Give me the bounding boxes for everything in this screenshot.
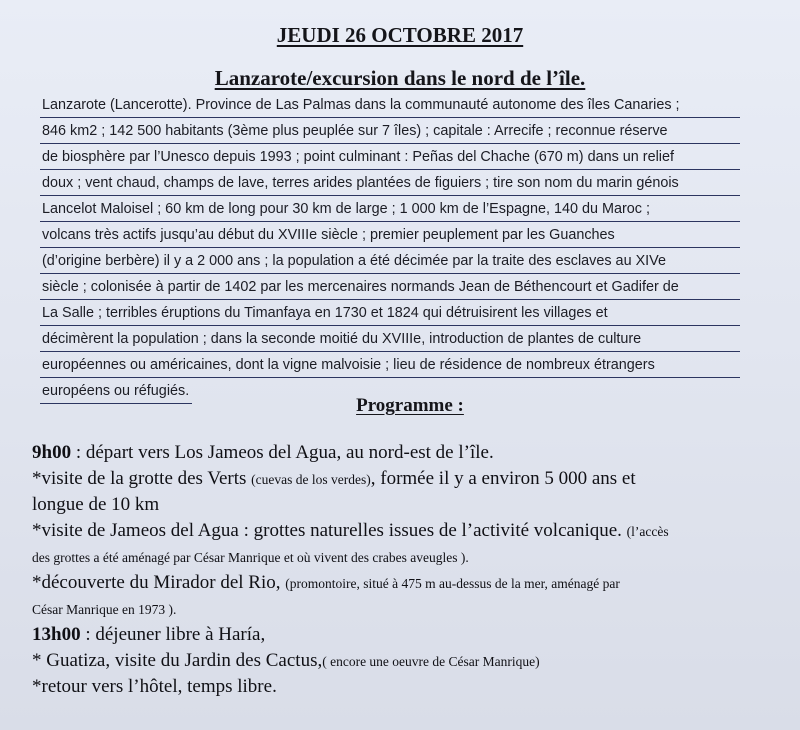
intro-line: européens ou réfugiés.: [40, 378, 192, 404]
programme-line-mirador-note: [32, 596, 792, 622]
intro-paragraph: [40, 92, 740, 404]
document-title: [0, 66, 800, 91]
programme-text: longue de 10 km: [32, 494, 160, 515]
programme-line-grotte-verts: [32, 466, 792, 492]
programme-line-lunch: [32, 622, 792, 648]
programme-heading-text: Programme :: [356, 395, 464, 416]
programme-text: *visite de Jameos del Agua : grottes naturelles issues de l’activité volcanique.: [32, 520, 627, 541]
intro-line: 846 km2 ; 142 500 habitants (3ème plus peuplée sur 7 îles) ; capitale : Arrecife ; reconnue réserve: [40, 118, 740, 144]
programme-heading: [0, 395, 800, 417]
intro-line: de biosphère par l’Unesco depuis 1993 ; point culminant : Peñas del Chache (670 m) dans un relief: [40, 144, 740, 170]
programme-line-grotte-length: [32, 492, 792, 518]
programme-note: ( encore une oeuvre de César Manrique): [322, 654, 540, 669]
programme-text: : départ vers Los Jameos del Agua, au nord-est de l’île.: [71, 442, 494, 463]
programme-list: [32, 440, 792, 700]
intro-line: (d’origine berbère) il y a 2 000 ans ; la population a été décimée par la traite des esclaves au XIVe: [40, 248, 740, 274]
programme-line-mirador: [32, 570, 792, 596]
programme-text: *découverte du Mirador del Rio,: [32, 572, 286, 593]
document-title-text: Lanzarote/excursion dans le nord de l’île.: [214, 66, 586, 90]
intro-line: doux ; vent chaud, champs de lave, terres arides plantées de figuiers ; tire son nom du marin génois: [40, 170, 740, 196]
programme-line-departure: [32, 440, 792, 466]
programme-text: *visite de la grotte des Verts: [32, 468, 252, 489]
intro-line: La Salle ; terribles éruptions du Timanfaya en 1730 et 1824 qui détruisirent les villages et: [40, 300, 740, 326]
programme-line-cactus: [32, 648, 792, 674]
intro-line: Lancelot Maloisel ; 60 km de long pour 30 km de large ; 1 000 km de l’Espagne, 140 du Maroc ;: [40, 196, 740, 222]
programme-text: , formée il y a environ 5 000 ans et: [370, 468, 636, 489]
programme-note: (l’accès: [626, 524, 669, 539]
programme-line-jameos: [32, 518, 792, 544]
programme-text: *retour vers l’hôtel, temps libre.: [32, 676, 277, 697]
programme-line-jameos-note: [32, 544, 792, 570]
programme-note: (promontoire, situé à 475 m au-dessus de la mer, aménagé par: [285, 576, 620, 591]
programme-text: * Guatiza, visite du Jardin des Cactus,: [32, 650, 323, 671]
intro-line: volcans très actifs jusqu’au début du XVIIIe siècle ; premier peuplement par les Guanches: [40, 222, 740, 248]
document-date-text: JEUDI 26 OCTOBRE 2017: [276, 23, 524, 47]
intro-line: décimèrent la population ; dans la seconde moitié du XVIIIe, introduction de plantes de culture: [40, 326, 740, 352]
intro-line: siècle ; colonisée à partir de 1402 par les mercenaires normands Jean de Béthencourt et Gadifer de: [40, 274, 740, 300]
time-label: 13h00: [32, 624, 81, 645]
intro-line: Lanzarote (Lancerotte). Province de Las Palmas dans la communauté autonome des îles Canaries ;: [40, 92, 740, 118]
intro-line: européennes ou américaines, dont la vigne malvoisie ; lieu de résidence de nombreux étrangers: [40, 352, 740, 378]
programme-note: des grottes a été aménagé par César Manrique et où vivent des crabes aveugles ).: [32, 550, 469, 565]
programme-note: César Manrique en 1973 ).: [32, 602, 177, 617]
document-date: [0, 23, 800, 48]
programme-note: (cuevas de los verdes): [251, 472, 371, 487]
time-label: 9h00: [32, 442, 72, 463]
programme-line-return: [32, 674, 792, 700]
programme-text: : déjeuner libre à Haría,: [80, 624, 266, 645]
